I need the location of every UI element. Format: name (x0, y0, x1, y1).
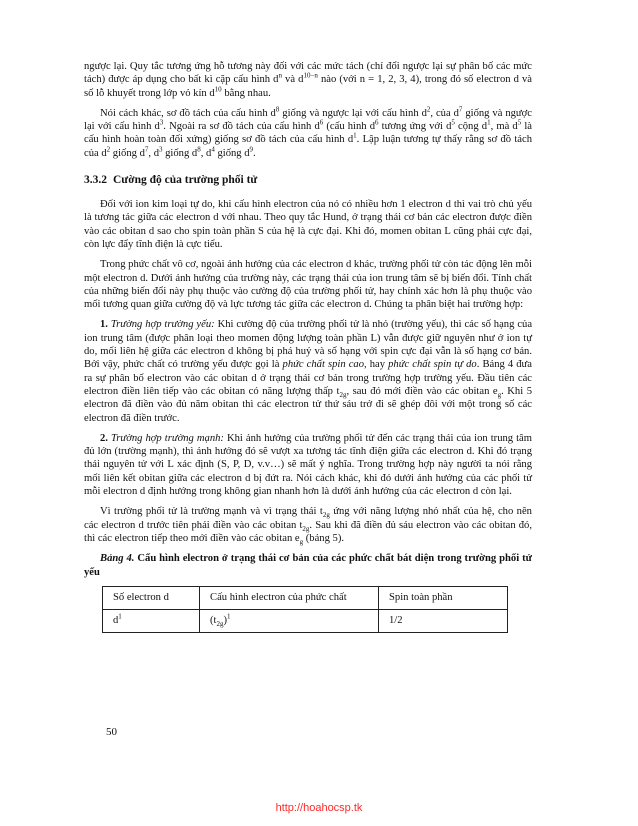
paragraph-7: Vì trường phối tử là trường mạnh và vì trạng thái $t_{2g}$ ứng với năng lượng nhỏ nhất của hệ, cho nên các electron d trước tiên phải điền vào các obitan $t_{2g}$. Sau khi đã điền đủ sáu electron vào các obitan đó, thì các electron tiếp theo mới điền vào các obitan $e_g$ (bảng 5). (84, 506, 532, 547)
table-header-row (103, 586, 508, 609)
header-cell-configuration: Cấu hình electron của phức chất (200, 586, 379, 609)
cell-electrons: $d^1$ (103, 609, 200, 632)
footer-link[interactable]: http://hoahocsp.tk (275, 802, 363, 814)
section-heading (84, 174, 532, 186)
paragraph-4: Trong phức chất vô cơ, ngoài ảnh hưởng của các electron d khác, trường phối tử còn tác động lên mỗi một electron d. Dưới ảnh hưởng của trường này, các trạng thái của ion trung tâm sẽ bị biến đổi. Tính chất của những biến đổi này phụ thuộc vào cường độ của trường phối tử, hay chính xác hơn là phụ thuộc vào mối tương quan giữa cường độ và lực tương tác giữa các electron d. Chúng ta phân biệt hai trường hợp: (84, 259, 532, 311)
paragraph-1: ngược lại. Quy tắc tương ứng hỗ tương này đối với các mức tách (chỉ đổi ngược lại sự phân bố các mức tách) được áp dụng cho bất kì cặp cấu hình $d^n$ và $d^{10-n}$ nào (với n = 1, 2, 3, 4), trong đó số electron d và số lỗ khuyết trong lớp vỏ kín $d^{10}$ bằng nhau. (84, 61, 532, 99)
header-cell-electrons: Số electron d (103, 586, 200, 609)
page-number: 50 (106, 726, 117, 738)
electron-config-table (102, 586, 508, 633)
section-title: Cường độ của trường phối tử (113, 174, 258, 187)
paragraph-2: Nói cách khác, sơ đồ tách của cấu hình $d^8$ giống và ngược lại với cấu hình $d^2$, của $d^7$ giống và ngược lại với cấu hình $d^3$. Ngoài ra sơ đồ tách của cấu hình $d^6$ (cấu hình $d^6$ tương ứng với $d^5$ cộng $d^1$, mà $d^5$ là cấu hình hoàn toàn đối xứng) giống sơ đồ tách của cấu hình $d^1$. Lập luận tương tự thấy rằng sơ đồ tách của $d^2$ giống $d^7$, $d^3$ giống $d^8$, $d^4$ giống $d^9$. (84, 105, 532, 159)
caption-label: Bảng 4. (100, 553, 135, 565)
cell-configuration: $(t_{2g})^1$ (200, 609, 379, 632)
cell-spin: 1/2 (379, 609, 508, 632)
table-row (103, 609, 508, 632)
paragraph-3: Đối với ion kim loại tự do, khi cấu hình electron của nó có nhiều hơn 1 electron d thì vai trò chủ yếu là tương tác giữa các electron d với nhau. Theo quy tắc Hund, ở trạng thái cơ bản các electron được điền vào các obitan d sao cho spin toàn phần S của hệ là cực đại. Khi đó, momen obitan L cũng phải cực đại, còn lực đẩy tĩnh điện là cực tiểu. (84, 199, 532, 250)
page-content (84, 60, 532, 633)
paragraph-5: 1. Trường hợp trường yếu: Khi cường độ của trường phối tử là nhỏ (trường yếu), thì các số hạng của ion trung tâm (được phân loại theo momen động lượng toàn phần L) vẫn được giữ nguyên như ở ion tự do, mối liên hệ giữa các electron d không bị phá huỷ và số hạng với spin cực đại vẫn là số hạng cơ bản. Bởi vậy, phức chất có trường yếu được gọi là phức chất spin cao, hay phức chất spin tự do. Bảng 4 đưa ra sự phân bố electron vào các obitan d ở trạng thái cơ bản trong trường hợp trường yếu. Đầu tiên các electron điền liên tiếp vào các obitan có năng lượng thấp $t_{2g}$, sau đó mới điền vào các obitan $e_g$. Khi 5 electron đã điền vào đủ năm obitan thì các electron tử thứ sáu trở đi sẽ ghép đôi với một trong số các electron đã điền trước. (84, 319, 533, 424)
header-cell-spin: Spin toàn phần (379, 586, 508, 609)
section-number: 3.3.2 (84, 174, 107, 187)
table-caption (84, 552, 532, 579)
paragraph-6: 2. Trường hợp trường mạnh: Khi ảnh hưởng của trường phối tử đến các trạng thái của ion trung tâm đủ lớn (trường mạnh), thì ảnh hưởng đó sẽ vượt xa tương tác tĩnh điện giữa các electron d. Khi đó trạng thái nguyên tử với L xác định (S, P, D, v.v…) sẽ mất ý nghĩa. Trong trường hợp này người ta nói rằng mối liên kết obitan giữa các electron d bị đứt ra. Nói cách khác, khi đó dưới ảnh hưởng của các phối tử mỗi electron d định hướng trong không gian nhanh hơn là dưới ảnh hưởng của các electron d còn lại. (84, 432, 533, 498)
caption-text: Cấu hình electron ở trạng thái cơ bản của các phức chất bát diện trong trường phối tử yếu (84, 553, 532, 578)
